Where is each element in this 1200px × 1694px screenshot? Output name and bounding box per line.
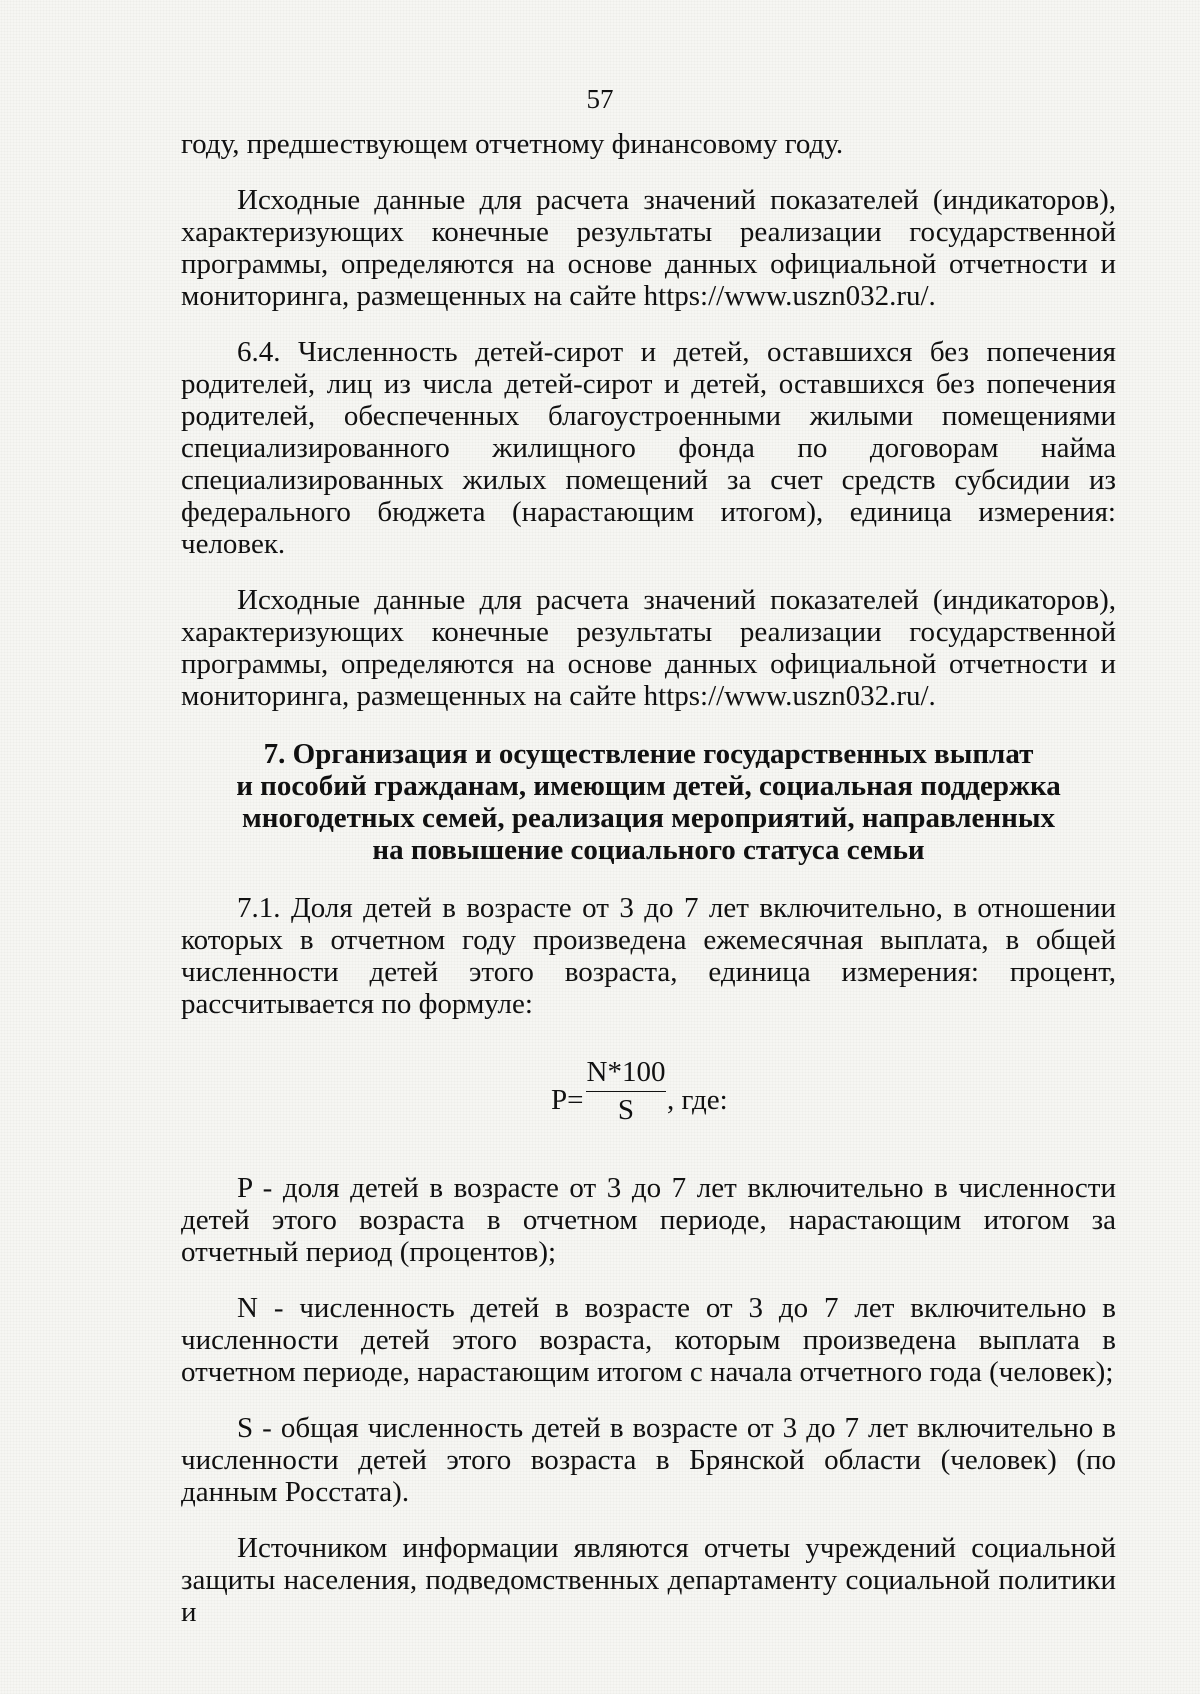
formula-tail: , где: [667,1084,728,1116]
formula-denominator: S [617,1094,635,1126]
formula-numerator: N*100 [586,1056,666,1092]
paragraph-6-4: 6.4. Численность детей-сирот и детей, оставшихся без попечения родителей, лиц из числа детей-сирот и детей, оставшихся без попечения родителей, обеспеченных благоустроенными жилыми помещениями специализированного жилищного фонда по договорам найма специализированных жилых помещений за счет средств субсидии из федерального бюджета (нарастающим итогом), единица измерения: человек. [181,336,1116,560]
definition-s: S - общая численность детей в возрасте от 3 до 7 лет включительно в численности детей этого возраста в Брянской области (человек) (по данным Росстата). [181,1412,1116,1508]
formula [181,1044,1116,1154]
paragraph-information-source: Источником информации являются отчеты учреждений социальной защиты населения, подведомственных департаменту социальной политики и [181,1532,1116,1628]
formula-fraction [586,1056,666,1126]
paragraph-source-data-2: Исходные данные для расчета значений показателей (индикаторов), характеризующих конечные результаты реализации государственной программы, определяются на основе данных официальной отчетности и мониторинга, размещенных на сайте https://www.uszn032.ru/. [181,584,1116,712]
section-heading-line: на повышение социального статуса семьи [372,834,925,866]
paragraph-continuation: году, предшествующем отчетному финансовому году. [181,128,844,160]
section-heading-7 [181,738,1116,866]
formula-lhs: P= [551,1084,584,1116]
section-heading-line: многодетных семей, реализация мероприятий, направленных [242,802,1055,834]
section-heading-line: 7. Организация и осуществление государственных выплат [263,738,1034,770]
definition-p: P - доля детей в возрасте от 3 до 7 лет включительно в численности детей этого возраста в отчетном периоде, нарастающим итогом за отчетный период (процентов); [181,1172,1116,1268]
paragraph-source-data-1: Исходные данные для расчета значений показателей (индикаторов), характеризующих конечные результаты реализации государственной программы, определяются на основе данных официальной отчетности и мониторинга, размещенных на сайте https://www.uszn032.ru/. [181,184,1116,312]
definition-n: N - численность детей в возрасте от 3 до 7 лет включительно в численности детей этого возраста, которым произведена выплата в отчетном периоде, нарастающим итогом с начала отчетного года (человек); [181,1292,1116,1388]
paragraph-7-1: 7.1. Доля детей в возрасте от 3 до 7 лет включительно, в отношении которых в отчетном году произведена ежемесячная выплата, в общей численности детей этого возраста, единица измерения: процент, рассчитывается по формуле: [181,892,1116,1020]
document-body [181,128,1116,1652]
page-number: 57 [586,84,614,114]
section-heading-line: и пособий гражданам, имеющим детей, социальная поддержка [236,770,1061,802]
